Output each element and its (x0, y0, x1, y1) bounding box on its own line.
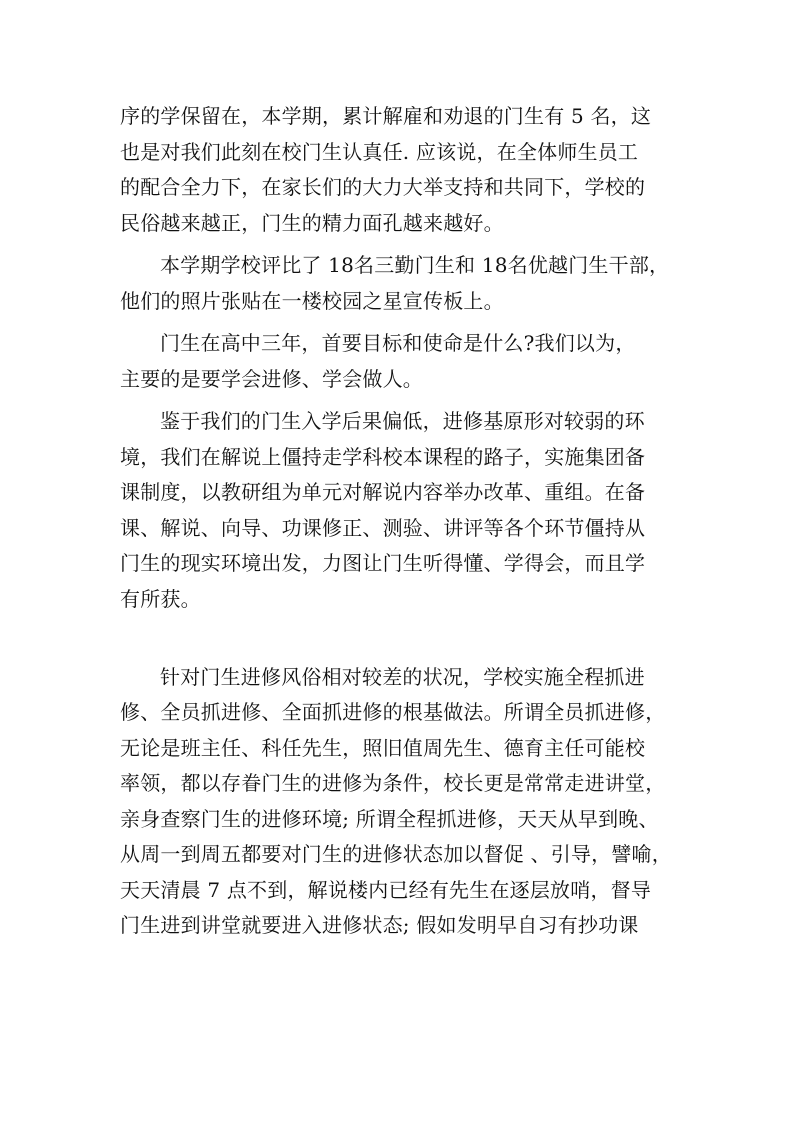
text-line: 也是对我们此刻在校门生认真任. 应该说，在全体师生员工 (120, 139, 639, 164)
paragraph-5 (120, 660, 680, 944)
text-line: 门生的现实环境出发，力图让门生听得懂、学得会，而且学 (120, 551, 646, 575)
text-line: 从周一到周五都要对门生的进修状态加以督促 、引导，譬喻， (120, 842, 672, 866)
text-line: 的配合全力下，在家长们的大力大举支持和共同下，学校的 (120, 175, 646, 199)
document-body (120, 99, 680, 944)
text-line: 序的学保留在，本学期，累计解雇和劝退的门生有 5 名，这 (120, 104, 652, 128)
text-line: 针对门生进修风俗相对较差的状况，学校实施全程抓进 (160, 664, 645, 689)
paragraph-3 (120, 326, 680, 397)
text-line: 天天清晨 7 点不到，解说楼内已经有先生在逐层放哨，督导 (120, 877, 652, 902)
paragraph-1 (120, 99, 680, 241)
text-line: 无论是班主任、科任先生，照旧值周先生、德育主任可能校 (120, 735, 646, 760)
text-line: 率领，都以存眷门生的进修为条件，校长更是常常走进讲堂， (120, 771, 666, 795)
text-line: 门生进到讲堂就要进入进修状态; 假如发明早自习有抄功课 (120, 913, 639, 937)
text-line: 有所获。 (120, 586, 201, 611)
text-line: 他们的照片张贴在一楼校园之星宣传板上。 (120, 288, 504, 313)
paragraph-2 (120, 248, 680, 319)
text-line: 境，我们在解说上僵持走学科校本课程的路子，实施集团备 (120, 444, 646, 469)
text-line: 主要的是要学会进修、学会做人。 (120, 366, 423, 391)
text-line: 亲身查察门生的进修环境; 所谓全程抓进修，天天从早到晚、 (120, 806, 659, 831)
text-line: 民俗越来越正，门生的精力面孔越来越好。 (120, 210, 504, 235)
text-line: 课、解说、向导、功课修正、测验、讲评等各个环节僵持从 (120, 515, 646, 540)
text-line (120, 617, 680, 653)
text-line: 本学期学校评比了 18名三勤门生和 18名优越门生干部， (160, 253, 670, 277)
text-line: 门生在高中三年，首要目标和使命是什么?我们以为， (160, 331, 636, 355)
text-line: 鉴于我们的门生入学后果偏低，进修基原形对较弱的环 (160, 409, 645, 433)
text-line: 课制度，以教研组为单元对解说内容举办改革、重组。在备 (120, 480, 646, 504)
text-line: 修、全员抓进修、全面抓进修的根基做法。所谓全员抓进修， (120, 700, 666, 724)
paragraph-4 (120, 404, 680, 653)
